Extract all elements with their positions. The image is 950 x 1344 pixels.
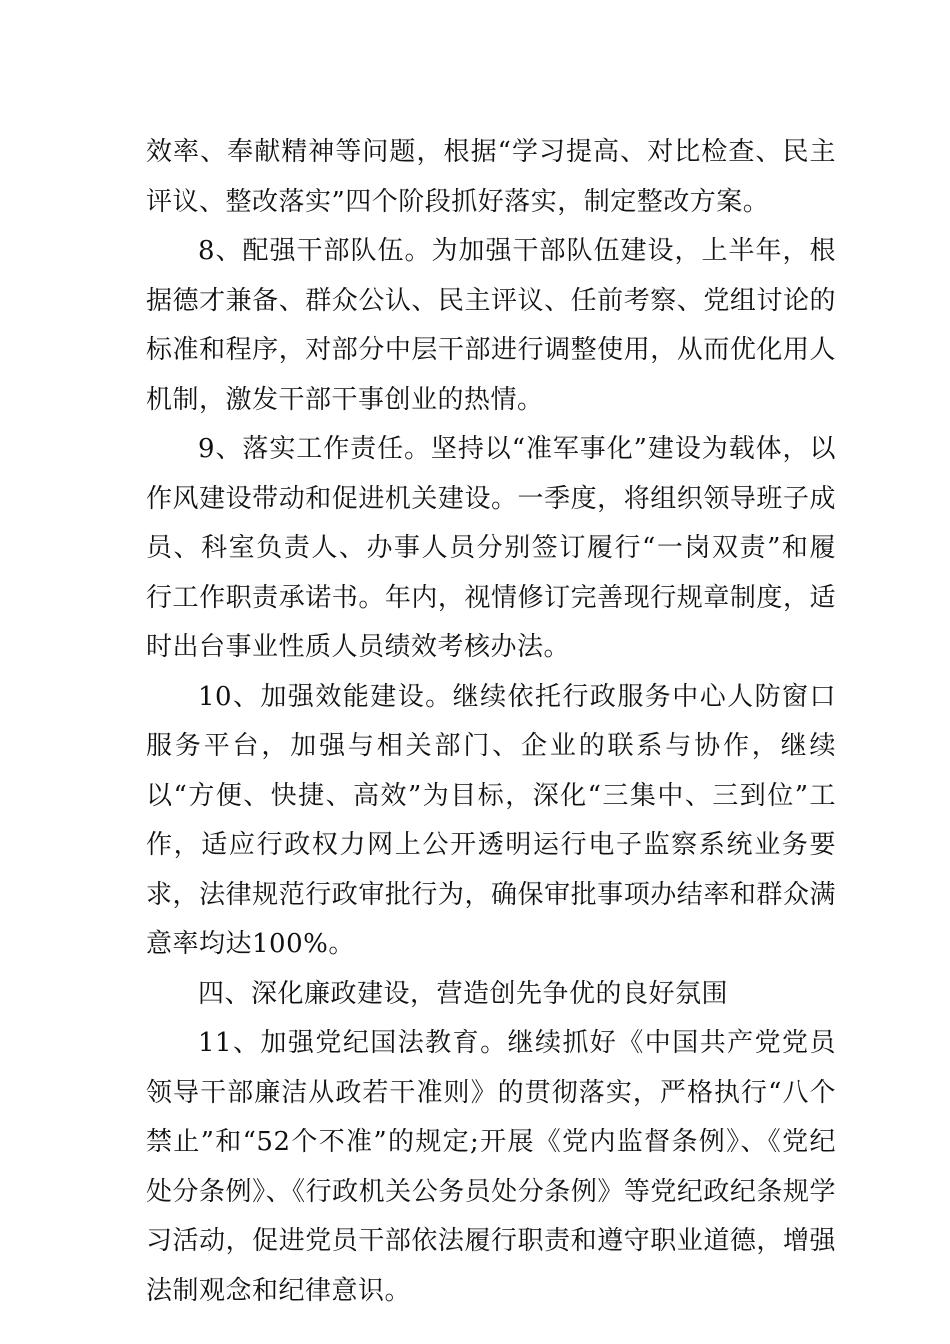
paragraph-continuation: 效率、奉献精神等问题，根据“学习提高、对比检查、民主评议、整改落实”四个阶段抓好落实，制定整改方案。 [146, 137, 836, 217]
document-body [146, 128, 836, 1316]
paragraph-item-8: 8、配强干部队伍。为加强干部队伍建设，上半年，根据德才兼备、群众公认、民主评议、任前考察、党组讨论的标准和程序，对部分中层干部进行调整使用，从而优化用人机制，激发干部干事创业的热情。 [146, 236, 836, 415]
paragraph-item-11: 11、加强党纪国法教育。继续抓好《中国共产党党员领导干部廉洁从政若干准则》的贯彻落实，严格执行“八个禁止”和“52个不准”的规定;开展《党内监督条例》、《党纪处分条例》、《行政机关公务员处分条例》等党纪政纪条规学习活动，促进党员干部依法履行职责和遵守职业道德，增强法制观念和纪律意识。 [146, 1028, 836, 1306]
section-heading-4: 四、深化廉政建设，营造创先争优的良好氛围 [198, 978, 729, 1009]
paragraph-item-10: 10、加强效能建设。继续依托行政服务中心人防窗口服务平台，加强与相关部门、企业的联系与协作，继续以“方便、快捷、高效”为目标，深化“三集中、三到位”工作，适应行政权力网上公开透明运行电子监察系统业务要求，法律规范行政审批行为，确保审批事项办结率和群众满意率均达100%。 [146, 681, 836, 959]
paragraph-item-9: 9、落实工作责任。坚持以“准军事化”建设为载体，以作风建设带动和促进机关建设。一季度，将组织领导班子成员、科室负责人、办事人员分别签订履行“一岗双责”和履行工作职责承诺书。年内，视情修订完善现行规章制度，适时出台事业性质人员绩效考核办法。 [146, 434, 836, 662]
